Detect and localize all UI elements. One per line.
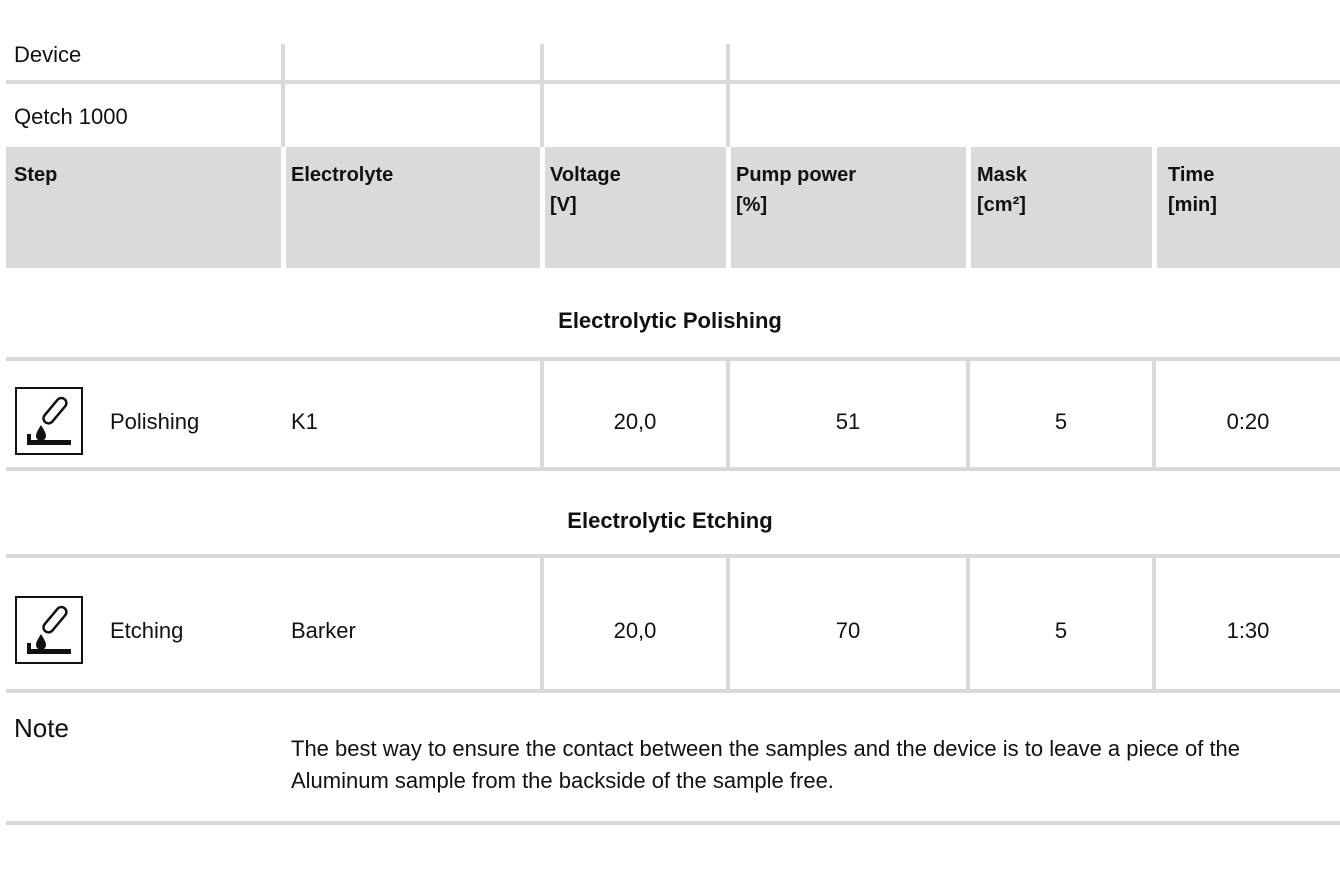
header-mask: Mask [cm²] [977, 164, 1028, 216]
grid-line [6, 357, 1340, 361]
header-separator [281, 147, 286, 268]
grid-line [726, 44, 730, 147]
mask-value: 5 [1054, 618, 1068, 643]
grid-line [6, 467, 1340, 471]
grid-line [540, 44, 544, 147]
pump-power-value: 51 [835, 409, 861, 434]
pump-power-value: 70 [835, 618, 861, 643]
header-separator [966, 147, 971, 268]
grid-line [281, 44, 285, 147]
note-label: Note [14, 713, 69, 743]
note-text: The best way to ensure the contact between the samples and the device is to leave a piece of the Aluminum sample from the backside of the sample free. [291, 736, 1241, 793]
section-title-polishing: Electrolytic Polishing [558, 308, 782, 333]
table-header [6, 147, 1340, 268]
electrolysis-icon [15, 387, 83, 455]
electrolyte-value: K1 [291, 409, 318, 434]
section-title-etching: Electrolytic Etching [567, 508, 773, 533]
grid-line [6, 689, 1340, 693]
grid-line [6, 80, 1340, 84]
step-name: Polishing [110, 409, 200, 434]
header-time: Time [min] [1168, 164, 1217, 216]
header-voltage: Voltage [V] [550, 164, 621, 216]
electrolyte-value: Barker [291, 618, 356, 643]
mask-value: 5 [1054, 409, 1068, 434]
electrolysis-icon [15, 596, 83, 664]
header-separator [540, 147, 545, 268]
voltage-value: 20,0 [613, 409, 657, 434]
time-value: 0:20 [1226, 409, 1270, 434]
grid-line [6, 821, 1340, 825]
header-electrolyte: Electrolyte [291, 164, 394, 186]
step-name: Etching [110, 618, 184, 643]
device-label: Device [14, 42, 82, 67]
header-separator [726, 147, 731, 268]
time-value: 1:30 [1226, 618, 1270, 643]
device-value: Qetch 1000 [14, 104, 128, 129]
voltage-value: 20,0 [613, 618, 657, 643]
header-separator [1152, 147, 1157, 268]
header-step: Step [14, 164, 58, 186]
grid-line [6, 554, 1340, 558]
header-pump-power: Pump power [%] [736, 164, 857, 216]
